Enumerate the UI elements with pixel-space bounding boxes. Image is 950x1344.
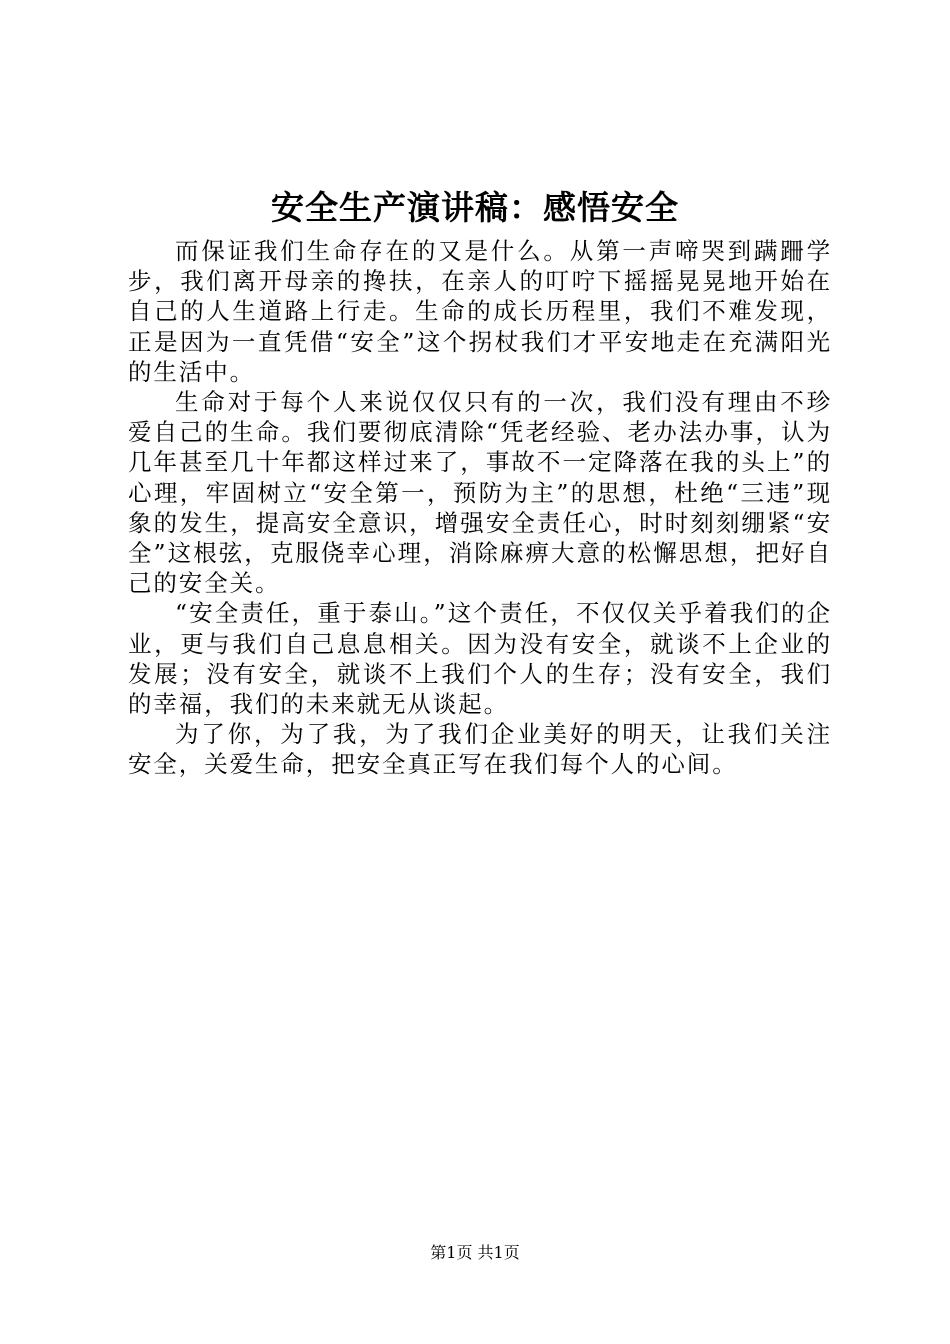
paragraph-3: “安全责任，重于泰山。”这个责任，不仅仅关乎着我们的企业，更与我们自己息息相关。因为没有安全，就谈不上企业的发展；没有安全，就谈不上我们个人的生存；没有安全，我们的幸福，我们的未来就无从谈起。: [128, 599, 832, 719]
document-body: [128, 236, 832, 780]
paragraph-2: 生命对于每个人来说仅仅只有的一次，我们没有理由不珍爱自己的生命。我们要彻底清除“凭老经验、老办法办事，认为几年甚至几十年都这样过来了，事故不一定降落在我的头上”的心理，牢固树立“安全第一，预防为主”的思想，杜绝“三违”现象的发生，提高安全意识，增强安全责任心，时时刻刻绷紧“安全”这根弦，克服侥幸心理，消除麻痹大意的松懈思想，把好自己的安全关。: [128, 388, 832, 598]
document-title: 安全生产演讲稿：感悟安全: [271, 188, 679, 227]
page-footer: 第1页 共1页: [430, 1243, 520, 1262]
paragraph-4: 为了你，为了我，为了我们企业美好的明天，让我们关注安全，关爱生命，把安全真正写在我们每个人的心间。: [128, 720, 832, 779]
paragraph-1: 而保证我们生命存在的又是什么。从第一声啼哭到蹒跚学步，我们离开母亲的搀扶，在亲人的叮咛下摇摇晃晃地开始在自己的人生道路上行走。生命的成长历程里，我们不难发现，正是因为一直凭借“安全”这个拐杖我们才平安地走在充满阳光的生活中。: [128, 237, 832, 386]
